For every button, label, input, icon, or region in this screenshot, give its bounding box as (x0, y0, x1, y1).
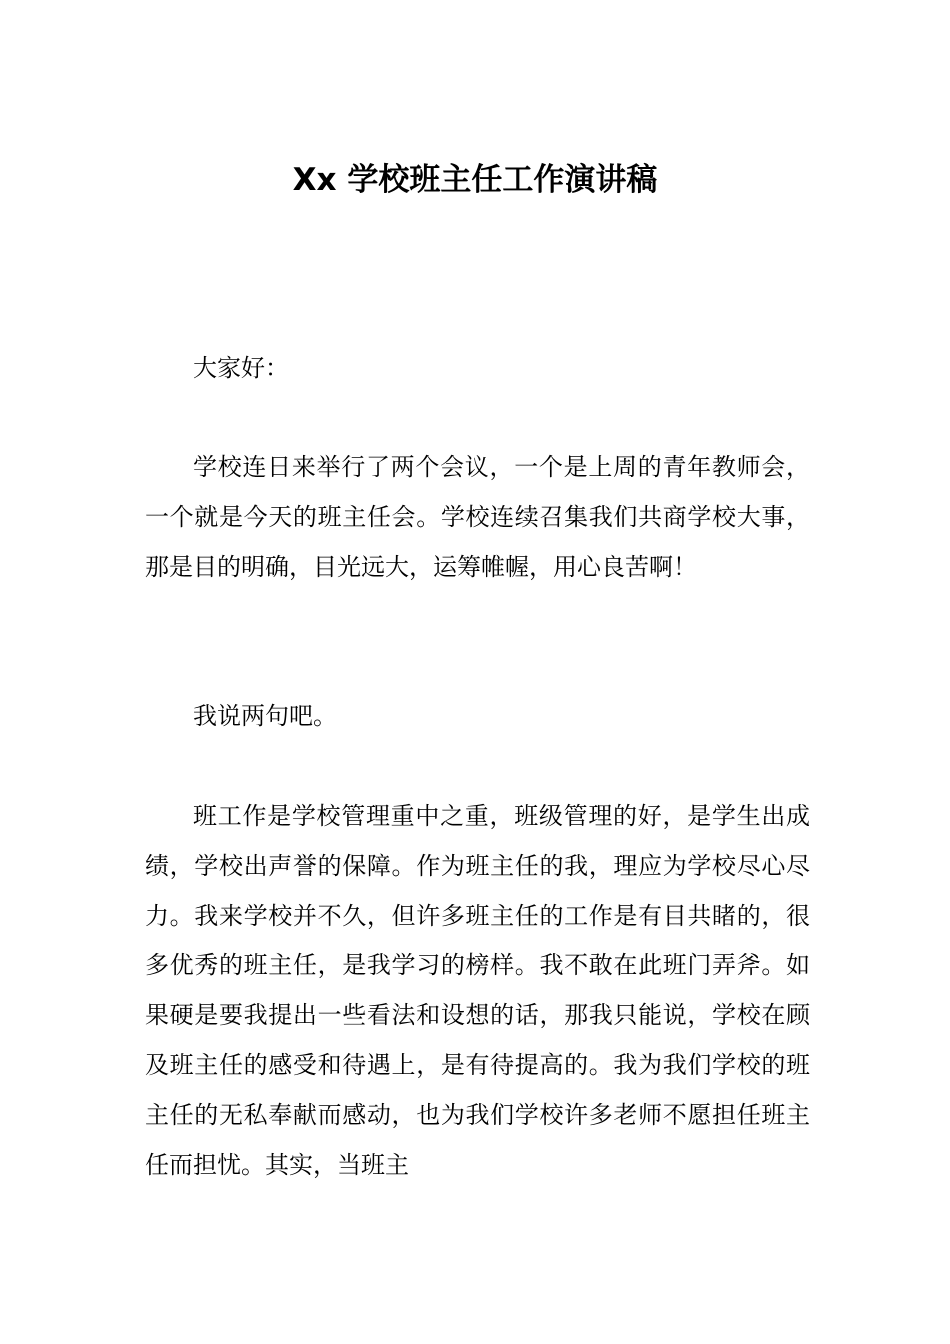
paragraph-class-work: 班工作是学校管理重中之重，班级管理的好，是学生出成绩，学校出声誉的保障。作为班主任的我，理应为学校尽心尽力。我来学校并不久，但许多班主任的工作是有目共睹的，很多优秀的班主任，是我学习的榜样。我不敢在此班门弄斧。如果硬是要我提出一些看法和设想的话，那我只能说，学校在顾及班主任的感受和待遇上，是有待提高的。我为我们学校的班主任的无私奉献而感动，也为我们学校许多老师不愿担任班主任而担忧。其实，当班主 (145, 802, 810, 1179)
paragraph-meetings: 学校连日来举行了两个会议，一个是上周的青年教师会，一个就是今天的班主任会。学校连续召集我们共商学校大事，那是目的明确，目光远大，运筹帷幄，用心良苦啊！ (145, 453, 810, 581)
paragraph-greeting: 大家好： (193, 354, 289, 382)
document-title: Xx 学校班主任工作演讲稿 (292, 162, 658, 198)
paragraph-intro-remark: 我说两句吧。 (193, 702, 337, 730)
